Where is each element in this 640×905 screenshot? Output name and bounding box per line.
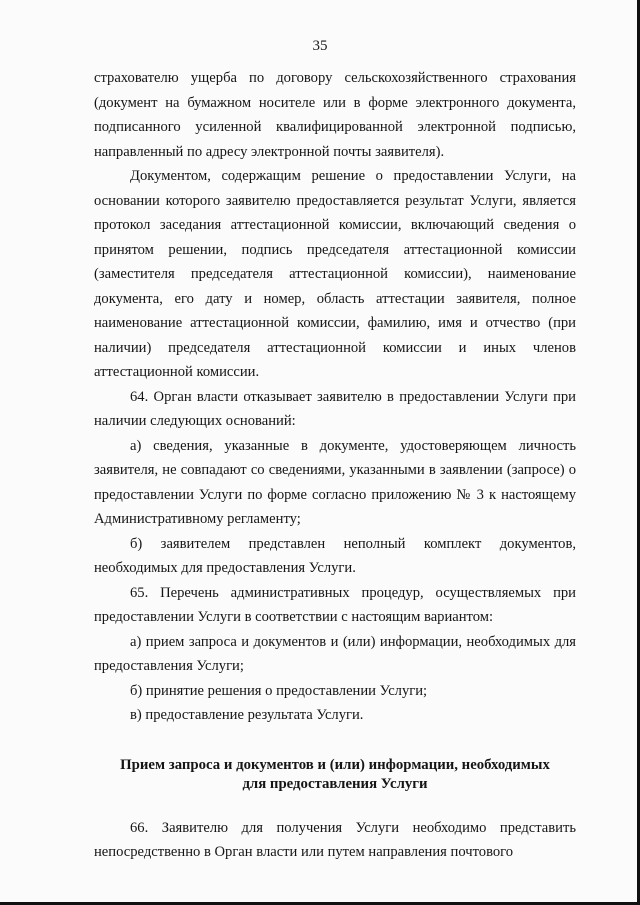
paragraph-continuation: страхователю ущерба по договору сельскохозяйственного страхования (документ на бумажном носителе или в форме электронного документа, подписанного усиленной квалифицированной электронной подписью, направленный по адресу электронной почты заявителя). bbox=[94, 70, 576, 160]
paragraph-66: 66. Заявителю для получения Услуги необходимо представить непосредственно в Орган власти или путем направления почтового bbox=[94, 819, 576, 860]
paragraph-64-b: б) заявителем представлен неполный комплект документов, необходимых для предоставления Услуги. bbox=[94, 535, 576, 576]
paragraph-64-a: а) сведения, указанные в документе, удостоверяющем личность заявителя, не совпадают со сведениями, указанными в заявлении (запросе) о предоставлении Услуги по форме согласно приложению № 3 к настоящему Административному регламенту; bbox=[94, 437, 576, 527]
section-heading-line-2: для предоставления Услуги bbox=[242, 775, 428, 792]
section-heading-line-1: Прием запроса и документов и (или) информации, необходимых bbox=[120, 756, 550, 773]
page-number: 35 bbox=[312, 38, 328, 54]
paragraph-65-b: б) принятие решения о предоставлении Услуги; bbox=[130, 682, 428, 699]
paragraph-65-c: в) предоставление результата Услуги. bbox=[130, 707, 364, 723]
section-heading bbox=[94, 756, 576, 794]
paragraph-64: 64. Орган власти отказывает заявителю в предоставлении Услуги при наличии следующих оснований: bbox=[94, 388, 576, 429]
paragraph-65-a: а) прием запроса и документов и (или) информации, необходимых для предоставления Услуги; bbox=[94, 633, 576, 674]
page-content bbox=[94, 66, 576, 865]
paragraph-65: 65. Перечень административных процедур, осуществляемых при предоставлении Услуги в соответствии с настоящим вариантом: bbox=[94, 584, 576, 625]
paragraph-decision-document: Документом, содержащим решение о предоставлении Услуги, на основании которого заявителю предоставляется результат Услуги, является протокол заседания аттестационной комиссии, включающий сведения о принятом решении, подпись председателя аттестационной комиссии (заместителя председателя аттестационной комиссии), наименование документа, его дату и номер, область аттестации заявителя, полное наименование аттестационной комиссии, фамилию, имя и отчество (при наличии) председателя аттестационной комиссии и иных членов аттестационной комиссии. bbox=[94, 168, 576, 380]
